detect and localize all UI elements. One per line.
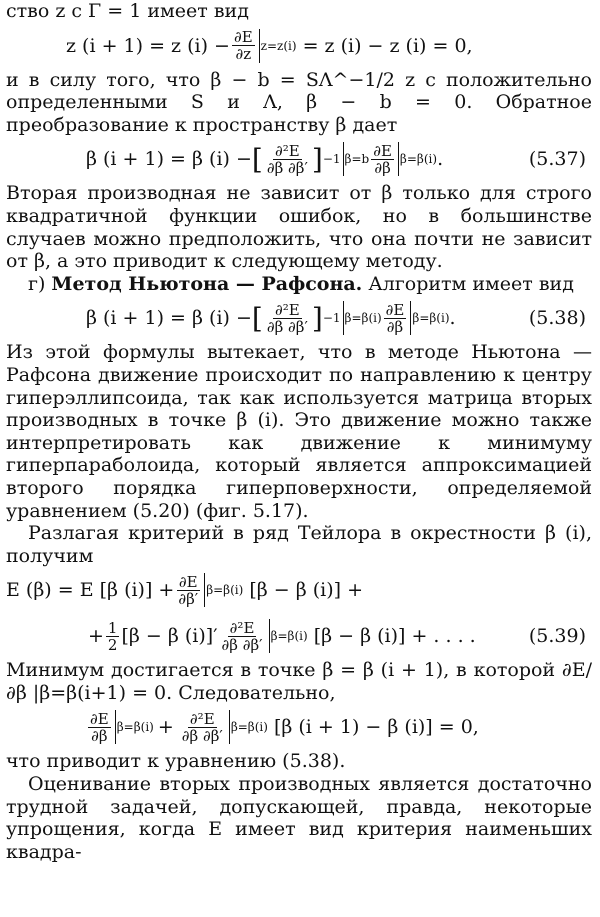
paragraph-8: что приводит к уравнению (5.38). bbox=[6, 750, 346, 773]
paragraph-3: Вторая производная не зависит от β только для строго квадратичной функции ошибок, но в большинстве случаев можно предположить, что она почти не зависит от β, а это приводит к следующему методу. bbox=[6, 182, 592, 273]
paragraph-2: и в силу того, что β − b = SΛ^−1/2 z с положительно определенными S и Λ, β − b = 0. Обратное преобразование к пространству β дает bbox=[6, 68, 592, 136]
paragraph-6: Разлагая критерий в ряд Тейлора в окрестности β (i), получим bbox=[6, 522, 592, 567]
equation-number: (5.37) bbox=[528, 148, 586, 171]
equation-5-37: β (i + 1) = β (i) − [ $\frac{\text{∂²E}}{\partial\beta \partial\beta'}$ ] −1 β=b $\frac{\partial E}{\partial\beta}$ β=β(i) . (5.37) bbox=[86, 141, 586, 177]
equation-5-39-line-2: + $\frac{1}{2}$ [β − β (i)]′ $\frac{\text{∂²E}}{\partial\beta \partial\beta'}$ β=β(i) [β − β (i)] + . . . . (5.39) bbox=[88, 618, 586, 654]
paragraph-4: г) Метод Ньютона — Рафсона. Алгоритм имеет вид bbox=[28, 272, 574, 295]
equation-z-update: z (i + 1) = z (i) − $\frac{\partial E}{\partial z}$ z=z(i) = z (i) − z (i) = 0, bbox=[66, 28, 473, 64]
equation-number: (5.39) bbox=[528, 625, 586, 648]
paragraph-7: Минимум достигается в точке β = β (i + 1), в которой ∂E/∂β |β=β(i+1) = 0. Следовательно, bbox=[6, 659, 592, 704]
paragraph-5: Из этой формулы вытекает, что в методе Ньютона — Рафсона движение происходит по направлению к центру гиперэллипсоида, так как используется матрица вторых производных в точке β (i). Это движение можно также интерпретировать как движение к минимуму гиперпараболоида, который является аппроксимацией второго порядка гиперповерхности, определяемой уравнением (5.20) (фиг. 5.17). bbox=[6, 341, 592, 522]
paragraph-9: Оценивание вторых производных является достаточно трудной задачей, допускающей, правда, некоторые упрощения, когда E имеет вид критерия наименьших квадра- bbox=[6, 773, 592, 863]
equation-gradient-condition: $\frac{\partial E}{\partial\beta}$ β=β(i) + $\frac{\text{∂²E}}{\partial\beta \partial\beta'}$ β=β(i) [β (i + 1) − β (i)] = 0, bbox=[90, 709, 479, 745]
method-heading: Метод Ньютона — Рафсона. bbox=[51, 272, 363, 295]
equation-5-38: β (i + 1) = β (i) − [ $\frac{\text{∂²E}}{\partial\beta \partial\beta'}$ ] −1 β=β(i) $\frac{\partial E}{\partial\beta}$ β=β(i) . (5.38) bbox=[86, 300, 586, 336]
fraction: $\frac{\partial E}{\partial z}$ bbox=[233, 28, 253, 64]
equation-5-39-line-1: E (β) = E [β (i)] + $\frac{\partial E}{\partial\beta'}$ β=β(i) [β − β (i)] + bbox=[6, 572, 364, 608]
paragraph-1: ство z с Γ = 1 имеет вид bbox=[6, 0, 249, 22]
equation-number: (5.38) bbox=[528, 307, 586, 330]
